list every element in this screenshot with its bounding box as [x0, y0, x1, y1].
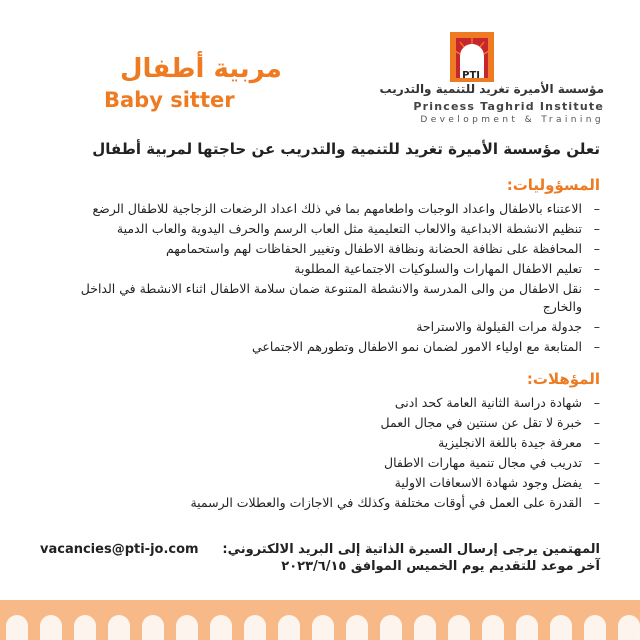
logo-pti-text: PTI — [462, 70, 480, 81]
list-item: – تدريب في مجال تنمية مهارات الاطفال — [40, 454, 600, 472]
qualifications-title: المؤهلات: — [526, 370, 600, 388]
arch-motif — [516, 615, 538, 640]
qualifications-list — [40, 394, 600, 512]
email-link[interactable]: vacancies@pti-jo.com — [40, 542, 199, 557]
list-item: – القدرة على العمل في أوقات مختلفة وكذلك في الاجازات والعطلات الرسمية — [40, 494, 600, 512]
responsibilities-title: المسؤوليات: — [506, 176, 600, 194]
responsibilities-list — [40, 200, 600, 356]
arch-motif — [210, 615, 232, 640]
footer-pattern-band — [0, 600, 640, 640]
arch-motif — [448, 615, 470, 640]
list-item: – معرفة جيدة باللغة الانجليزية — [40, 434, 600, 452]
contact-block — [40, 542, 600, 574]
job-title-english: Baby sitter — [104, 88, 235, 112]
list-item: – يفضل وجود شهادة الاسعافات الاولية — [40, 474, 600, 492]
arch-motif — [142, 615, 164, 640]
job-description — [40, 140, 600, 526]
list-item: – شهادة دراسة الثانية العامة كحد ادنى — [40, 394, 600, 412]
arch-motif — [108, 615, 130, 640]
contact-text: المهتمين يرجى إرسال السيرة الذاتية إلى البريد الالكتروني: — [222, 542, 600, 557]
list-item: – تعليم الاطفال المهارات والسلوكيات الاجتماعية المطلوبة — [40, 260, 600, 278]
arch-motif — [6, 615, 28, 640]
header — [0, 0, 640, 130]
arch-motif — [482, 615, 504, 640]
job-title-arabic: مربية أطفال — [120, 54, 282, 84]
arch-motif — [74, 615, 96, 640]
list-item: – نقل الاطفال من والى المدرسة والانشطة المتنوعة ضمان سلامة الاطفال اثناء الانشطة في الداخل والخارج — [40, 280, 600, 316]
arch-motif — [40, 615, 62, 640]
logo-name-english: Princess Taghrid Institute — [413, 100, 604, 113]
list-item: – جدولة مرات القيلولة والاستراحة — [40, 318, 600, 336]
list-item: – المتابعة مع اولياء الامور لضمان نمو الاطفال وتطورهم الاجتماعي — [40, 338, 600, 356]
arch-motif — [414, 615, 436, 640]
list-item: – خبرة لا تقل عن سنتين في مجال العمل — [40, 414, 600, 432]
logo-name-arabic: مؤسسة الأميرة تغريد للتنمية والتدريب — [379, 82, 604, 96]
arch-motif — [584, 615, 606, 640]
arch-motif — [618, 615, 640, 640]
arch-motif — [550, 615, 572, 640]
pti-logo — [364, 26, 604, 126]
list-item: – الاعتناء بالاطفال واعداد الوجبات واطعامهم بما في ذلك اعداد الرضعات الزجاجية للاطفال الرضع — [40, 200, 600, 218]
logo-tagline: Development & Training — [420, 115, 604, 125]
arch-motif — [278, 615, 300, 640]
list-item: – المحافظة على نظافة الحضانة ونظافة الاطفال وتغيير الحفاظات لهم واستحمامهم — [40, 240, 600, 258]
arch-motif — [380, 615, 402, 640]
arch-motif — [346, 615, 368, 640]
arch-motif — [312, 615, 334, 640]
intro-text: تعلن مؤسسة الأميرة تغريد للتنمية والتدريب عن حاجتها لمربية أطفال — [92, 140, 600, 158]
contact-line — [40, 542, 600, 557]
arch-motif — [244, 615, 266, 640]
arch-motif — [176, 615, 198, 640]
application-deadline: آخر موعد للتقديم يوم الخميس الموافق ٢٠٢٣/٦/١٥ — [281, 559, 600, 574]
list-item: – تنظيم الانشطة الابداعية والالعاب التعليمية مثل العاب الرسم والحرف اليدوية والعاب الدمية — [40, 220, 600, 238]
